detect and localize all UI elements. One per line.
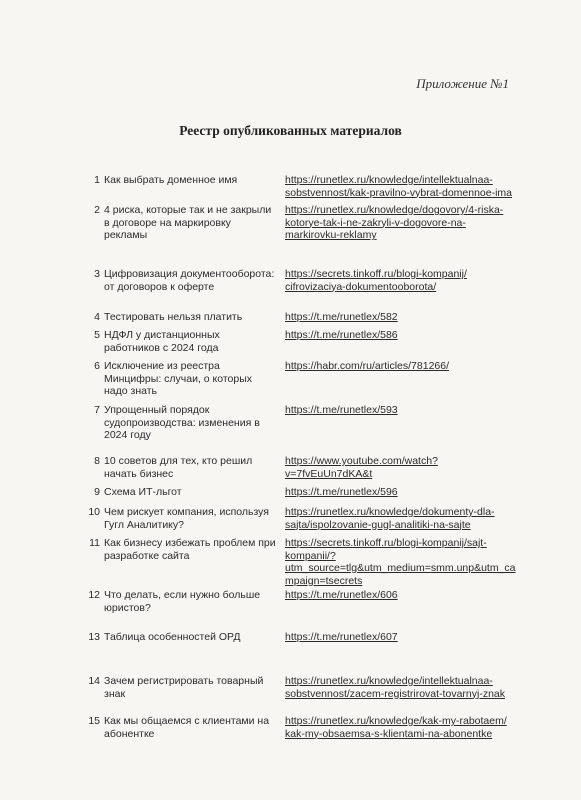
- material-link[interactable]: https://runetlex.ru/knowledge/dogovory/4-riska- kotorye-tak-i-ne-zakryli-v-dogovore-na- markirovku-reklamy: [285, 204, 504, 241]
- material-title: 10 советов для тех, кто решил начать бизнес: [104, 455, 253, 480]
- material-title: Тестировать нельзя платить: [104, 311, 243, 323]
- row-number: 15: [88, 715, 100, 727]
- material-title: Как выбрать доменное имя: [104, 174, 238, 186]
- material-link[interactable]: https://t.me/runetlex/596: [285, 486, 398, 498]
- row-number: 7: [94, 404, 100, 416]
- material-link[interactable]: https://runetlex.ru/knowledge/intellektualnaa- sobstvennost/kak-pravilno-vybrat-domennoe-ima: [285, 174, 513, 199]
- row-number: 2: [94, 204, 100, 216]
- material-title: Чем рискует компания, используя Гугл Аналитику?: [104, 506, 269, 531]
- row-number: 12: [88, 589, 100, 601]
- material-link[interactable]: https://www.youtube.com/watch? v=7fvEuUn7dKA&t: [285, 455, 438, 480]
- material-title: Что делать, если нужно больше юристов?: [104, 589, 261, 614]
- material-title: Как мы общаемся с клиентами на абоненткe: [104, 715, 270, 740]
- row-number: 10: [88, 506, 100, 518]
- row-number: 13: [88, 631, 100, 643]
- material-link[interactable]: https://runetlex.ru/knowledge/kak-my-rabotaem/ kak-my-obsaemsa-s-klientami-na-abonentke: [285, 715, 507, 740]
- material-title: Как бизнесу избежать проблем при разработке сайта: [104, 537, 276, 562]
- row-number: 4: [94, 311, 100, 323]
- material-link[interactable]: https://runetlex.ru/knowledge/dokumenty-dla- sajta/ispolzovanie-gugl-analitiki-na-sajte: [285, 506, 495, 531]
- material-link[interactable]: https://secrets.tinkoff.ru/blogi-kompanij/ cifrovizaciya-dokumentooborota/: [285, 268, 467, 293]
- row-number: 11: [89, 537, 100, 549]
- material-link[interactable]: https://habr.com/ru/articles/781266/: [285, 360, 450, 372]
- row-number: 3: [94, 268, 100, 280]
- material-link[interactable]: https://runetlex.ru/knowledge/intellektualnaa- sobstvennost/zacem-registrirovat-tovarnyj-znak: [285, 675, 505, 700]
- material-title: Таблица особенностей ОРД: [104, 631, 241, 643]
- row-number: 8: [94, 455, 100, 467]
- appendix-label: Приложение №1: [416, 76, 509, 91]
- row-number: 14: [88, 675, 100, 687]
- material-link[interactable]: https://t.me/runetlex/582: [285, 311, 398, 323]
- row-number: 5: [94, 329, 100, 341]
- row-number: 9: [94, 486, 100, 498]
- material-title: 4 риска, которые так и не закрыли в договоре на маркировку рекламы: [104, 204, 272, 241]
- material-title: Схема ИТ-льгот: [104, 486, 182, 498]
- material-title: Зачем регистрировать товарный знак: [104, 675, 264, 700]
- document-title: Реестр опубликованных материалов: [179, 123, 402, 138]
- material-link[interactable]: https://t.me/runetlex/606: [285, 589, 398, 601]
- row-number: 6: [94, 360, 100, 372]
- material-title: Упрощенный порядок судопроизводства: изменения в 2024 году: [104, 404, 260, 441]
- material-link[interactable]: https://t.me/runetlex/593: [285, 404, 398, 416]
- row-number: 1: [94, 174, 100, 186]
- material-link[interactable]: https://secrets.tinkoff.ru/blogi-kompanij/sajt- kompanii/? utm_source=tlg&utm_medium=smm.unp&utm_ca mpaign=tsecrets: [285, 537, 516, 587]
- material-title: Исключение из реестра Минцифры: случаи, о которых надо знать: [104, 360, 253, 397]
- material-link[interactable]: https://t.me/runetlex/586: [285, 329, 398, 341]
- material-link[interactable]: https://t.me/runetlex/607: [285, 631, 398, 643]
- material-title: НДФЛ у дистанционных работников с 2024 года: [104, 329, 220, 354]
- material-title: Цифровизация документооборота: от договоров к оферте: [104, 268, 275, 293]
